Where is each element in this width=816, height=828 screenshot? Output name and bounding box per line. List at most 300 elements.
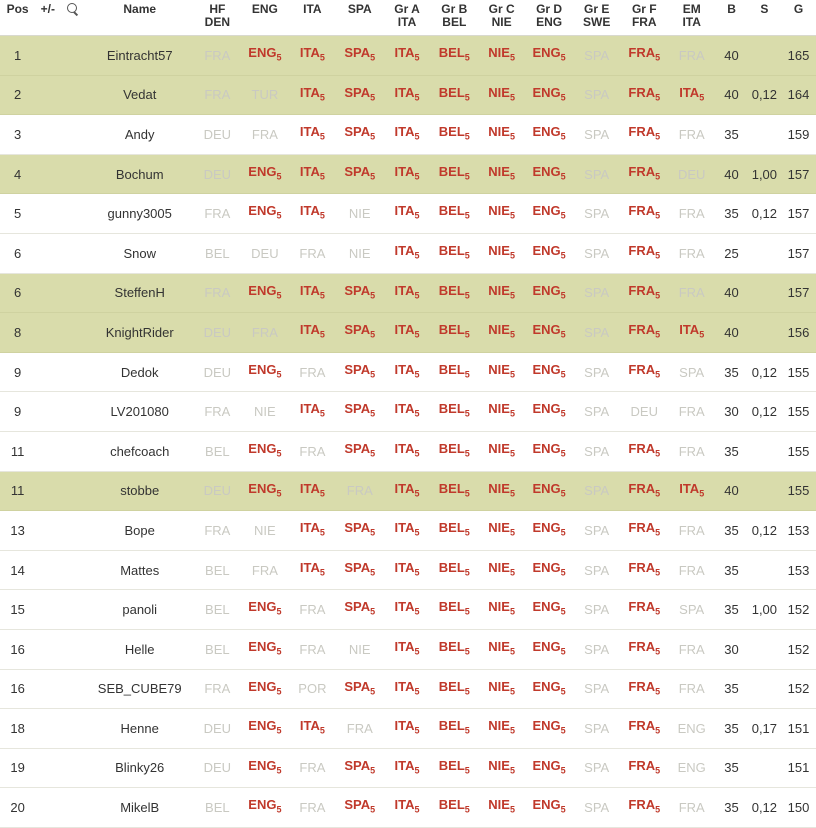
row-player-name[interactable]: Helle xyxy=(86,629,194,669)
pick-team: $ITA_5$ xyxy=(394,401,420,419)
pick-points: 5 xyxy=(414,527,420,538)
row-pick-8 xyxy=(573,788,621,828)
pick-team: $SPA_5$ xyxy=(344,361,376,380)
pick-team: $NIE_5$ xyxy=(488,282,515,301)
column-header-match-4[interactable] xyxy=(384,0,431,36)
column-header-match-8[interactable] xyxy=(573,0,621,36)
row-detail-cell[interactable] xyxy=(61,313,86,353)
column-header-b[interactable] xyxy=(715,0,747,36)
pick-team: $ENG_5$ xyxy=(532,559,566,578)
pick-points: 5 xyxy=(560,52,566,63)
pick-team: FRA xyxy=(678,206,705,222)
row-player-name[interactable]: Bochum xyxy=(86,154,194,194)
row-pick-10 xyxy=(668,669,715,709)
column-header-match-7[interactable] xyxy=(525,0,573,36)
pick-team: $NIE_5$ xyxy=(488,520,515,538)
row-total: 164 xyxy=(781,75,816,115)
pick-team: $ITA_5$ xyxy=(394,718,420,736)
pick-points: 5 xyxy=(464,567,470,578)
pick-team: FRA xyxy=(299,245,326,261)
row-special xyxy=(748,273,781,313)
pick-points: 5 xyxy=(560,646,566,657)
pick-points: 5 xyxy=(414,408,420,419)
row-pick-9 xyxy=(620,471,668,511)
row-player-name[interactable]: MikelB xyxy=(86,788,194,828)
row-pick-0 xyxy=(194,392,241,432)
row-total: 152 xyxy=(781,590,816,630)
table-row[interactable] xyxy=(0,629,816,669)
column-header-match-9[interactable] xyxy=(620,0,668,36)
row-detail-cell[interactable] xyxy=(61,590,86,630)
row-player-name[interactable]: gunny3005 xyxy=(86,194,194,234)
pick-team: DEU xyxy=(203,364,232,380)
pick-points: 5 xyxy=(276,210,282,221)
pick-team: $FRA_5$ xyxy=(628,84,661,103)
row-special xyxy=(748,36,781,76)
pick-points: 5 xyxy=(276,448,282,459)
pick-points: 5 xyxy=(414,686,420,697)
row-player-name[interactable]: Henne xyxy=(86,709,194,749)
pick-team: $ENG_5$ xyxy=(248,163,282,182)
pick-team: $BEL_5$ xyxy=(438,84,470,103)
row-pick-2 xyxy=(289,36,336,76)
pick-team: $ITA_5$ xyxy=(299,322,325,340)
row-pick-3 xyxy=(336,709,384,749)
pick-team: FRA xyxy=(678,47,705,63)
row-player-name[interactable]: stobbe xyxy=(86,471,194,511)
row-pick-2 xyxy=(289,748,336,788)
row-special: 1,00 xyxy=(748,154,781,194)
row-detail-cell[interactable] xyxy=(61,36,86,76)
row-pick-8 xyxy=(573,352,621,392)
pick-points: 5 xyxy=(370,448,376,459)
pick-points: 5 xyxy=(509,210,515,221)
pick-points: 5 xyxy=(276,725,282,736)
row-detail-cell[interactable] xyxy=(61,233,86,273)
table-row[interactable] xyxy=(0,194,816,234)
row-plusminus xyxy=(35,471,60,511)
table-row[interactable] xyxy=(0,511,816,551)
column-header-match-10[interactable] xyxy=(668,0,715,36)
column-header-match-0[interactable] xyxy=(194,0,241,36)
table-row[interactable] xyxy=(0,788,816,828)
row-pick-5 xyxy=(431,471,479,511)
table-row[interactable] xyxy=(0,273,816,313)
pick-points: 5 xyxy=(509,290,515,301)
row-pick-5 xyxy=(431,233,479,273)
column-header-s[interactable] xyxy=(748,0,781,36)
row-plusminus xyxy=(35,629,60,669)
pick-team: $ENG_5$ xyxy=(248,678,282,697)
row-pick-0 xyxy=(194,352,241,392)
pick-points: 5 xyxy=(655,448,661,459)
pick-team: FRA xyxy=(204,681,231,697)
pick-team: $SPA_5$ xyxy=(344,84,376,103)
row-pick-7 xyxy=(525,709,573,749)
column-header-match-6[interactable] xyxy=(478,0,525,36)
pick-team: $ENG_5$ xyxy=(532,678,566,697)
row-detail-cell[interactable] xyxy=(61,273,86,313)
row-pick-9 xyxy=(620,709,668,749)
row-player-name[interactable]: Dedok xyxy=(86,352,194,392)
table-row[interactable] xyxy=(0,75,816,115)
pick-team: $ITA_5$ xyxy=(679,480,705,499)
pick-points: 5 xyxy=(560,765,566,776)
row-pick-0 xyxy=(194,194,241,234)
row-pick-0 xyxy=(194,313,241,353)
pick-team: SPA xyxy=(584,681,610,697)
row-player-name[interactable]: Andy xyxy=(86,115,194,155)
pick-team: FRA xyxy=(204,522,231,538)
row-detail-cell[interactable] xyxy=(61,511,86,551)
row-pick-6 xyxy=(478,788,525,828)
pick-team: $ENG_5$ xyxy=(532,84,566,103)
row-special: 0,12 xyxy=(748,194,781,234)
pick-team: SPA xyxy=(584,641,610,657)
column-header-name[interactable] xyxy=(86,0,194,36)
row-plusminus xyxy=(35,273,60,313)
row-plusminus xyxy=(35,669,60,709)
row-pick-2 xyxy=(289,115,336,155)
row-pick-10 xyxy=(668,352,715,392)
pick-points: 5 xyxy=(464,171,470,182)
table-row[interactable] xyxy=(0,154,816,194)
row-pick-7 xyxy=(525,352,573,392)
pick-team: $FRA_5$ xyxy=(628,282,661,301)
row-player-name[interactable]: SteffenH xyxy=(86,273,194,313)
pick-team: NIE xyxy=(254,404,276,420)
pick-team: $BEL_5$ xyxy=(438,440,470,459)
pick-team: $SPA_5$ xyxy=(344,757,376,776)
pick-team: TUR xyxy=(251,87,279,103)
row-pick-1 xyxy=(241,115,289,155)
row-player-name[interactable]: chefcoach xyxy=(86,431,194,471)
search-icon[interactable] xyxy=(67,3,80,16)
table-row[interactable] xyxy=(0,669,816,709)
row-detail-cell[interactable] xyxy=(61,194,86,234)
column-header-pos[interactable] xyxy=(0,0,35,36)
table-row[interactable] xyxy=(0,709,816,749)
pick-points: 5 xyxy=(655,646,661,657)
pick-points: 5 xyxy=(464,369,470,380)
row-pick-4 xyxy=(384,233,431,273)
row-player-name[interactable]: Blinky26 xyxy=(86,748,194,788)
row-detail-cell[interactable] xyxy=(61,669,86,709)
row-player-name[interactable]: LV201080 xyxy=(86,392,194,432)
pick-points: 5 xyxy=(509,567,515,578)
pick-team: DEU xyxy=(677,166,706,182)
pick-points: 5 xyxy=(509,646,515,657)
row-pick-3 xyxy=(336,36,384,76)
pick-points: 5 xyxy=(655,527,661,538)
match-team-label: ENG xyxy=(536,15,563,29)
table-row[interactable] xyxy=(0,550,816,590)
row-pick-7 xyxy=(525,788,573,828)
row-player-name[interactable]: Mattes xyxy=(86,550,194,590)
pick-team: FRA xyxy=(678,800,705,816)
table-row[interactable] xyxy=(0,392,816,432)
row-pick-6 xyxy=(478,36,525,76)
table-row[interactable] xyxy=(0,431,816,471)
column-header-match-5[interactable] xyxy=(431,0,479,36)
column-header-search[interactable] xyxy=(61,0,86,36)
column-header-b-label: B xyxy=(727,2,736,16)
row-plusminus xyxy=(35,511,60,551)
pick-points: 5 xyxy=(655,171,661,182)
pick-points: 5 xyxy=(560,131,566,142)
pick-team: $FRA_5$ xyxy=(628,242,661,261)
pick-team: SPA xyxy=(584,562,610,578)
row-pick-2 xyxy=(289,471,336,511)
table-row[interactable] xyxy=(0,352,816,392)
row-detail-cell[interactable] xyxy=(61,471,86,511)
pick-team: $BEL_5$ xyxy=(438,678,470,697)
row-plusminus xyxy=(35,590,60,630)
pick-points: 5 xyxy=(370,567,376,578)
row-pick-3 xyxy=(336,788,384,828)
row-pick-10 xyxy=(668,511,715,551)
table-row[interactable] xyxy=(0,233,816,273)
pick-points: 5 xyxy=(699,92,705,103)
row-detail-cell[interactable] xyxy=(61,629,86,669)
match-stage-label: Gr E xyxy=(584,2,610,16)
row-pick-4 xyxy=(384,352,431,392)
row-detail-cell[interactable] xyxy=(61,392,86,432)
row-pick-10 xyxy=(668,431,715,471)
column-header-plusminus[interactable] xyxy=(35,0,60,36)
row-pick-7 xyxy=(525,431,573,471)
row-pick-10 xyxy=(668,273,715,313)
pick-points: 5 xyxy=(276,606,282,617)
row-player-name[interactable]: Snow xyxy=(86,233,194,273)
match-team-label: SWE xyxy=(583,15,611,29)
row-pick-3 xyxy=(336,313,384,353)
row-position: 19 xyxy=(0,748,35,788)
row-total: 157 xyxy=(781,273,816,313)
pick-team: FRA xyxy=(678,681,705,697)
pick-points: 5 xyxy=(414,725,420,736)
pick-team: $FRA_5$ xyxy=(628,480,661,499)
pick-points: 5 xyxy=(370,804,376,815)
row-pick-7 xyxy=(525,748,573,788)
row-pick-5 xyxy=(431,75,479,115)
row-pick-9 xyxy=(620,590,668,630)
pick-team: SPA xyxy=(679,364,705,380)
row-player-name[interactable]: panoli xyxy=(86,590,194,630)
row-total: 152 xyxy=(781,629,816,669)
pick-points: 5 xyxy=(319,131,325,142)
pick-team: $ITA_5$ xyxy=(394,520,420,538)
table-row[interactable] xyxy=(0,36,816,76)
row-pick-9 xyxy=(620,511,668,551)
pick-points: 5 xyxy=(464,606,470,617)
pick-team: FRA xyxy=(204,206,231,222)
pick-team: SPA xyxy=(584,800,610,816)
pick-team: SPA xyxy=(584,404,610,420)
row-pick-0 xyxy=(194,471,241,511)
match-team-label: FRA xyxy=(631,15,657,29)
row-detail-cell[interactable] xyxy=(61,709,86,749)
match-stage-label: Gr A xyxy=(394,2,420,16)
row-pick-1 xyxy=(241,511,289,551)
row-total: 156 xyxy=(781,313,816,353)
row-pick-4 xyxy=(384,471,431,511)
column-header-match-1[interactable] xyxy=(241,0,289,36)
pick-team: $ITA_5$ xyxy=(394,84,420,103)
row-bonus: 35 xyxy=(715,194,747,234)
pick-team: $ITA_5$ xyxy=(299,401,325,419)
table-header xyxy=(0,0,816,36)
pick-team: FRA xyxy=(299,364,326,380)
pick-points: 5 xyxy=(655,725,661,736)
row-pick-5 xyxy=(431,313,479,353)
row-pick-10 xyxy=(668,392,715,432)
pick-team: $FRA_5$ xyxy=(628,757,661,776)
row-detail-cell[interactable] xyxy=(61,431,86,471)
row-pick-9 xyxy=(620,629,668,669)
pick-team: $ITA_5$ xyxy=(299,480,325,499)
row-detail-cell[interactable] xyxy=(61,748,86,788)
pick-team: $ENG_5$ xyxy=(248,361,282,380)
row-player-name[interactable]: Eintracht57 xyxy=(86,36,194,76)
pick-team: $BEL_5$ xyxy=(438,757,470,776)
row-player-name[interactable]: SEB_CUBE79 xyxy=(86,669,194,709)
row-player-name[interactable]: Vedat xyxy=(86,75,194,115)
row-position: 14 xyxy=(0,550,35,590)
row-pick-2 xyxy=(289,392,336,432)
row-pick-8 xyxy=(573,511,621,551)
row-detail-cell[interactable] xyxy=(61,788,86,828)
row-bonus: 35 xyxy=(715,352,747,392)
row-player-name[interactable]: Bope xyxy=(86,511,194,551)
pick-points: 5 xyxy=(464,765,470,776)
pick-points: 5 xyxy=(464,725,470,736)
pick-points: 5 xyxy=(276,686,282,697)
pick-team: FRA xyxy=(346,720,373,736)
row-special xyxy=(748,629,781,669)
row-position: 6 xyxy=(0,273,35,313)
row-pick-10 xyxy=(668,154,715,194)
pick-team: $ITA_5$ xyxy=(394,361,420,380)
row-detail-cell[interactable] xyxy=(61,115,86,155)
pick-points: 5 xyxy=(370,527,376,538)
row-pick-6 xyxy=(478,431,525,471)
pick-points: 5 xyxy=(319,527,325,538)
row-special: 0,12 xyxy=(748,352,781,392)
row-position: 2 xyxy=(0,75,35,115)
table-row[interactable] xyxy=(0,748,816,788)
row-total: 151 xyxy=(781,748,816,788)
row-pick-6 xyxy=(478,233,525,273)
row-player-name[interactable]: KnightRider xyxy=(86,313,194,353)
pick-team: $SPA_5$ xyxy=(344,440,376,459)
pick-points: 5 xyxy=(655,52,661,63)
table-row[interactable] xyxy=(0,313,816,353)
row-pick-6 xyxy=(478,629,525,669)
pick-team: $NIE_5$ xyxy=(488,401,515,419)
row-pick-8 xyxy=(573,115,621,155)
pick-team: $ENG_5$ xyxy=(532,797,566,815)
pick-points: 5 xyxy=(509,448,515,459)
pick-points: 5 xyxy=(509,92,515,103)
pick-team: $SPA_5$ xyxy=(344,559,376,578)
pick-team: $NIE_5$ xyxy=(488,322,515,340)
row-pick-9 xyxy=(620,392,668,432)
pick-team: FRA xyxy=(204,285,231,301)
row-bonus: 35 xyxy=(715,115,747,155)
row-special xyxy=(748,431,781,471)
pick-team: $ENG_5$ xyxy=(532,322,566,340)
row-pick-2 xyxy=(289,511,336,551)
row-special: 0,12 xyxy=(748,788,781,828)
row-detail-cell[interactable] xyxy=(61,352,86,392)
row-pick-7 xyxy=(525,590,573,630)
row-total: 150 xyxy=(781,788,816,828)
row-total: 165 xyxy=(781,36,816,76)
pick-team: $FRA_5$ xyxy=(628,678,661,697)
row-pick-1 xyxy=(241,709,289,749)
row-pick-2 xyxy=(289,154,336,194)
row-position: 15 xyxy=(0,590,35,630)
table-row[interactable] xyxy=(0,471,816,511)
row-pick-6 xyxy=(478,709,525,749)
row-pick-7 xyxy=(525,511,573,551)
row-pick-5 xyxy=(431,392,479,432)
pick-team: SPA xyxy=(584,602,610,618)
row-pick-5 xyxy=(431,273,479,313)
row-bonus: 30 xyxy=(715,629,747,669)
row-position: 3 xyxy=(0,115,35,155)
row-pick-10 xyxy=(668,313,715,353)
pick-team: $ITA_5$ xyxy=(299,282,325,301)
pick-team: DEU xyxy=(203,720,232,736)
row-pick-10 xyxy=(668,590,715,630)
row-detail-cell[interactable] xyxy=(61,154,86,194)
row-pick-3 xyxy=(336,590,384,630)
pick-team: $ENG_5$ xyxy=(532,163,566,182)
pick-team: $NIE_5$ xyxy=(488,203,515,221)
row-special: 0,17 xyxy=(748,709,781,749)
row-pick-5 xyxy=(431,36,479,76)
column-header-g[interactable] xyxy=(781,0,816,36)
pick-team: $ENG_5$ xyxy=(532,440,566,459)
pick-points: 5 xyxy=(560,686,566,697)
column-header-match-3[interactable] xyxy=(336,0,384,36)
row-pick-3 xyxy=(336,629,384,669)
row-pick-7 xyxy=(525,36,573,76)
row-pick-4 xyxy=(384,669,431,709)
pick-team: $ENG_5$ xyxy=(532,242,566,261)
pick-points: 5 xyxy=(464,329,470,340)
row-pick-6 xyxy=(478,550,525,590)
row-detail-cell[interactable] xyxy=(61,550,86,590)
row-plusminus xyxy=(35,748,60,788)
row-special: 0,12 xyxy=(748,511,781,551)
row-pick-2 xyxy=(289,313,336,353)
table-row[interactable] xyxy=(0,115,816,155)
row-bonus: 35 xyxy=(715,550,747,590)
pick-points: 5 xyxy=(655,290,661,301)
pick-team: $ITA_5$ xyxy=(394,559,420,578)
pick-points: 5 xyxy=(370,171,376,182)
row-detail-cell[interactable] xyxy=(61,75,86,115)
pick-team: $SPA_5$ xyxy=(344,797,376,815)
pick-team: $NIE_5$ xyxy=(488,559,515,578)
column-header-match-2[interactable] xyxy=(289,0,336,36)
pick-points: 5 xyxy=(509,329,515,340)
table-row[interactable] xyxy=(0,590,816,630)
header-row xyxy=(0,0,816,36)
